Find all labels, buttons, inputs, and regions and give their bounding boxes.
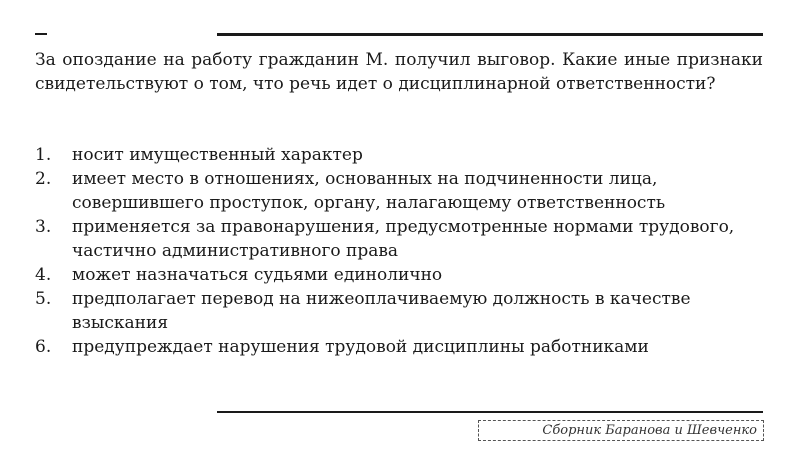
answer-item: [35, 287, 735, 335]
question-text: За опоздание на работу гражданин М. получил выговор. Какие иные признаки свидетельствуют о том, что речь идет о дисциплинарной ответственности?: [35, 50, 763, 94]
answer-text: имеет место в отношениях, основанных на подчиненности лица, совершившего проступок, органу, налагающему ответственность: [72, 169, 666, 213]
answer-text: применяется за правонарушения, предусмотренные нормами трудового, частично административного права: [72, 217, 735, 261]
answer-number: 1.: [35, 145, 52, 165]
answer-item: [35, 263, 735, 287]
top-rule: [217, 33, 763, 36]
answer-number: 3.: [35, 217, 52, 237]
source-caption: Сборник Баранова и Шевченко: [478, 420, 764, 441]
answer-number: 5.: [35, 289, 52, 309]
answer-text: носит имущественный характер: [72, 145, 363, 165]
answer-item: [35, 167, 735, 215]
answer-item: [35, 335, 735, 359]
answer-list: [35, 143, 735, 359]
answer-text: предупреждает нарушения трудовой дисциплины работниками: [72, 337, 649, 357]
header-dash: [35, 33, 47, 35]
answer-text: предполагает перевод на нижеоплачиваемую должность в качестве взыскания: [72, 289, 691, 333]
bottom-rule: [217, 411, 763, 413]
answer-number: 6.: [35, 337, 52, 357]
answer-item: [35, 143, 735, 167]
answer-item: [35, 215, 735, 263]
answer-number: 2.: [35, 169, 52, 189]
answer-number: 4.: [35, 265, 52, 285]
answer-text: может назначаться судьями единолично: [72, 265, 443, 285]
